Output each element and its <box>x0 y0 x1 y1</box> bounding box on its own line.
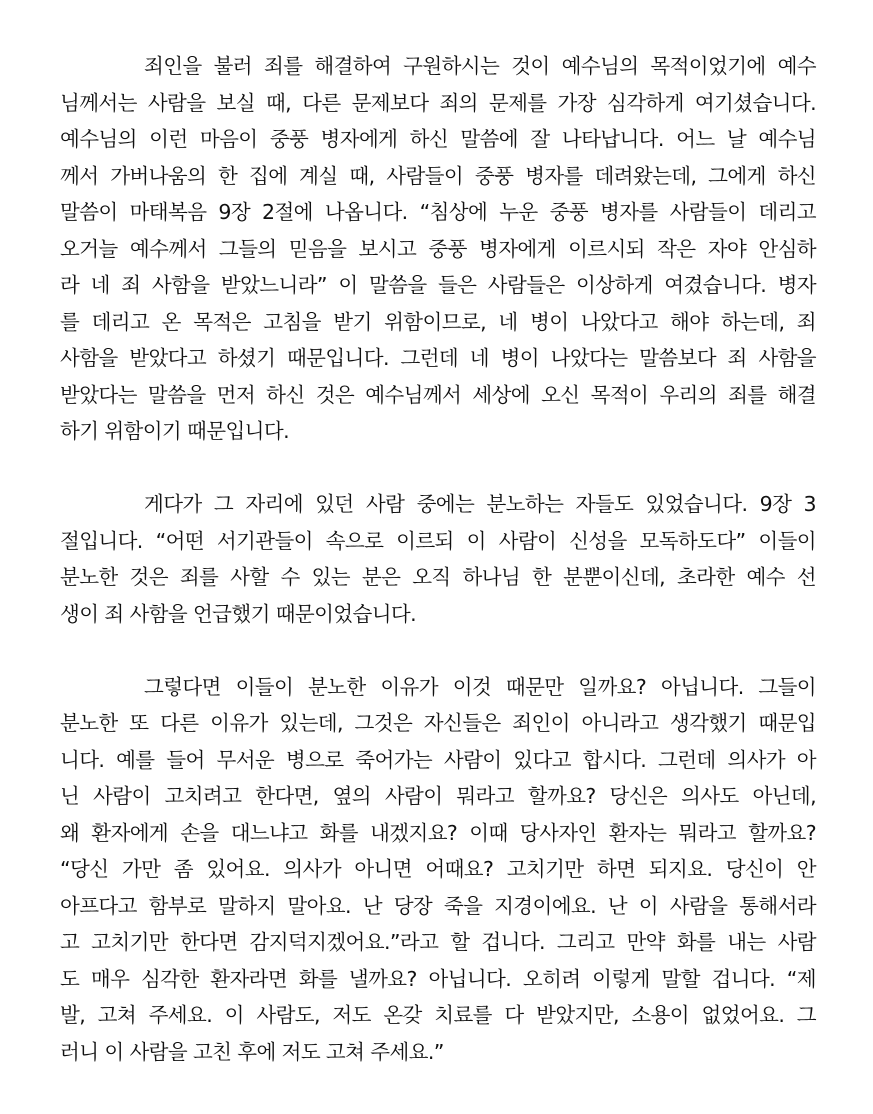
text-line: 죄인을 불러 죄를 해결하여 구원하시는 것이 예수님의 목적이었기에 예수 <box>144 54 816 78</box>
text-line: 절입니다. “어떤 서기관들이 속으로 이르되 이 사람이 신성을 모독하도다” 이들이 <box>60 528 816 553</box>
text-line: “당신 가만 좀 있어요. 의사가 아니면 어때요? 고치기만 하면 되지요. 당신이 안 <box>60 857 816 881</box>
paragraph-1 <box>60 48 816 450</box>
text-line: 게다가 그 자리에 있던 사람 중에는 분노하는 자들도 있었습니다. 9장 3 <box>144 492 816 516</box>
text-line: 라 네 죄 사함을 받았느니라” 이 말씀을 들은 사람들은 이상하게 여겼습니다. 병자 <box>60 273 816 297</box>
text-line: 말씀이 마태복음 9장 2절에 나옵니다. “침상에 누운 중풍 병자를 사람들이 데리고 <box>60 200 816 224</box>
text-line: 님께서는 사람을 보실 때, 다른 문제보다 죄의 문제를 가장 심각하게 여기셨습니다. <box>60 90 816 115</box>
text-line: 닌 사람이 고치려고 한다면, 옆의 사람이 뭐라고 할까요? 당신은 의사도 아닌데, <box>60 784 816 808</box>
text-line: 사함을 받았다고 하셨기 때문입니다. 그런데 네 병이 나았다는 말씀보다 죄 사함을 <box>60 346 816 370</box>
text-line: 아프다고 함부로 말하지 말아요. 난 당장 죽을 지경이에요. 난 이 사람을 통해서라 <box>60 893 816 918</box>
text-line: 받았다는 말씀을 먼저 하신 것은 예수님께서 세상에 오신 목적이 우리의 죄를 해결 <box>60 382 816 407</box>
text-line: 오거늘 예수께서 그들의 믿음을 보시고 중풍 병자에게 이르시되 작은 자야 안심하 <box>60 236 816 261</box>
paragraph-2 <box>60 486 816 632</box>
text-line: 고 고치기만 한다면 감지덕지겠어요.”라고 할 겁니다. 그리고 만약 화를 내는 사람 <box>60 930 816 954</box>
text-line: 그렇다면 이들이 분노한 이유가 이것 때문만 일까요? 아닙니다. 그들이 <box>144 674 816 699</box>
paragraph-3 <box>60 669 816 1071</box>
text-line: 분노한 것은 죄를 사할 수 있는 분은 오직 하나님 한 분뿐이신데, 초라한 예수 선 <box>60 565 816 589</box>
text-line: 분노한 또 다른 이유가 있는데, 그것은 자신들은 죄인이 아니라고 생각했기 때문입 <box>60 711 816 735</box>
text-line: 니다. 예를 들어 무서운 병으로 죽어가는 사람이 있다고 합시다. 그런데 의사가 아 <box>60 747 816 772</box>
text-line: 하기 위함이기 때문입니다. <box>60 419 289 443</box>
text-line: 께서 가버나움의 한 집에 계실 때, 사람들이 중풍 병자를 데려왔는데, 그에게 하신 <box>60 163 816 188</box>
document-page <box>60 48 816 1070</box>
text-line: 발, 고쳐 주세요. 이 사람도, 저도 온갖 치료를 다 받았지만, 소용이 없었어요. 그 <box>60 1003 816 1027</box>
text-line: 생이 죄 사함을 언급했기 때문이었습니다. <box>60 601 417 626</box>
text-line: 왜 환자에게 손을 대느냐고 화를 내겠지요? 이때 당사자인 환자는 뭐라고 할까요? <box>60 820 816 845</box>
text-line: 예수님의 이런 마음이 중풍 병자에게 하신 말씀에 잘 나타납니다. 어느 날 예수님 <box>60 127 816 151</box>
text-line: 러니 이 사람을 고친 후에 저도 고쳐 주세요.” <box>60 1039 444 1064</box>
text-line: 도 매우 심각한 환자라면 화를 낼까요? 아닙니다. 오히려 이렇게 말할 겁니다. “제 <box>60 966 816 991</box>
paragraph-spacer <box>60 450 816 487</box>
paragraph-spacer <box>60 632 816 669</box>
text-line: 를 데리고 온 목적은 고침을 받기 위함이므로, 네 병이 나았다고 해야 하는데, 죄 <box>60 309 816 334</box>
